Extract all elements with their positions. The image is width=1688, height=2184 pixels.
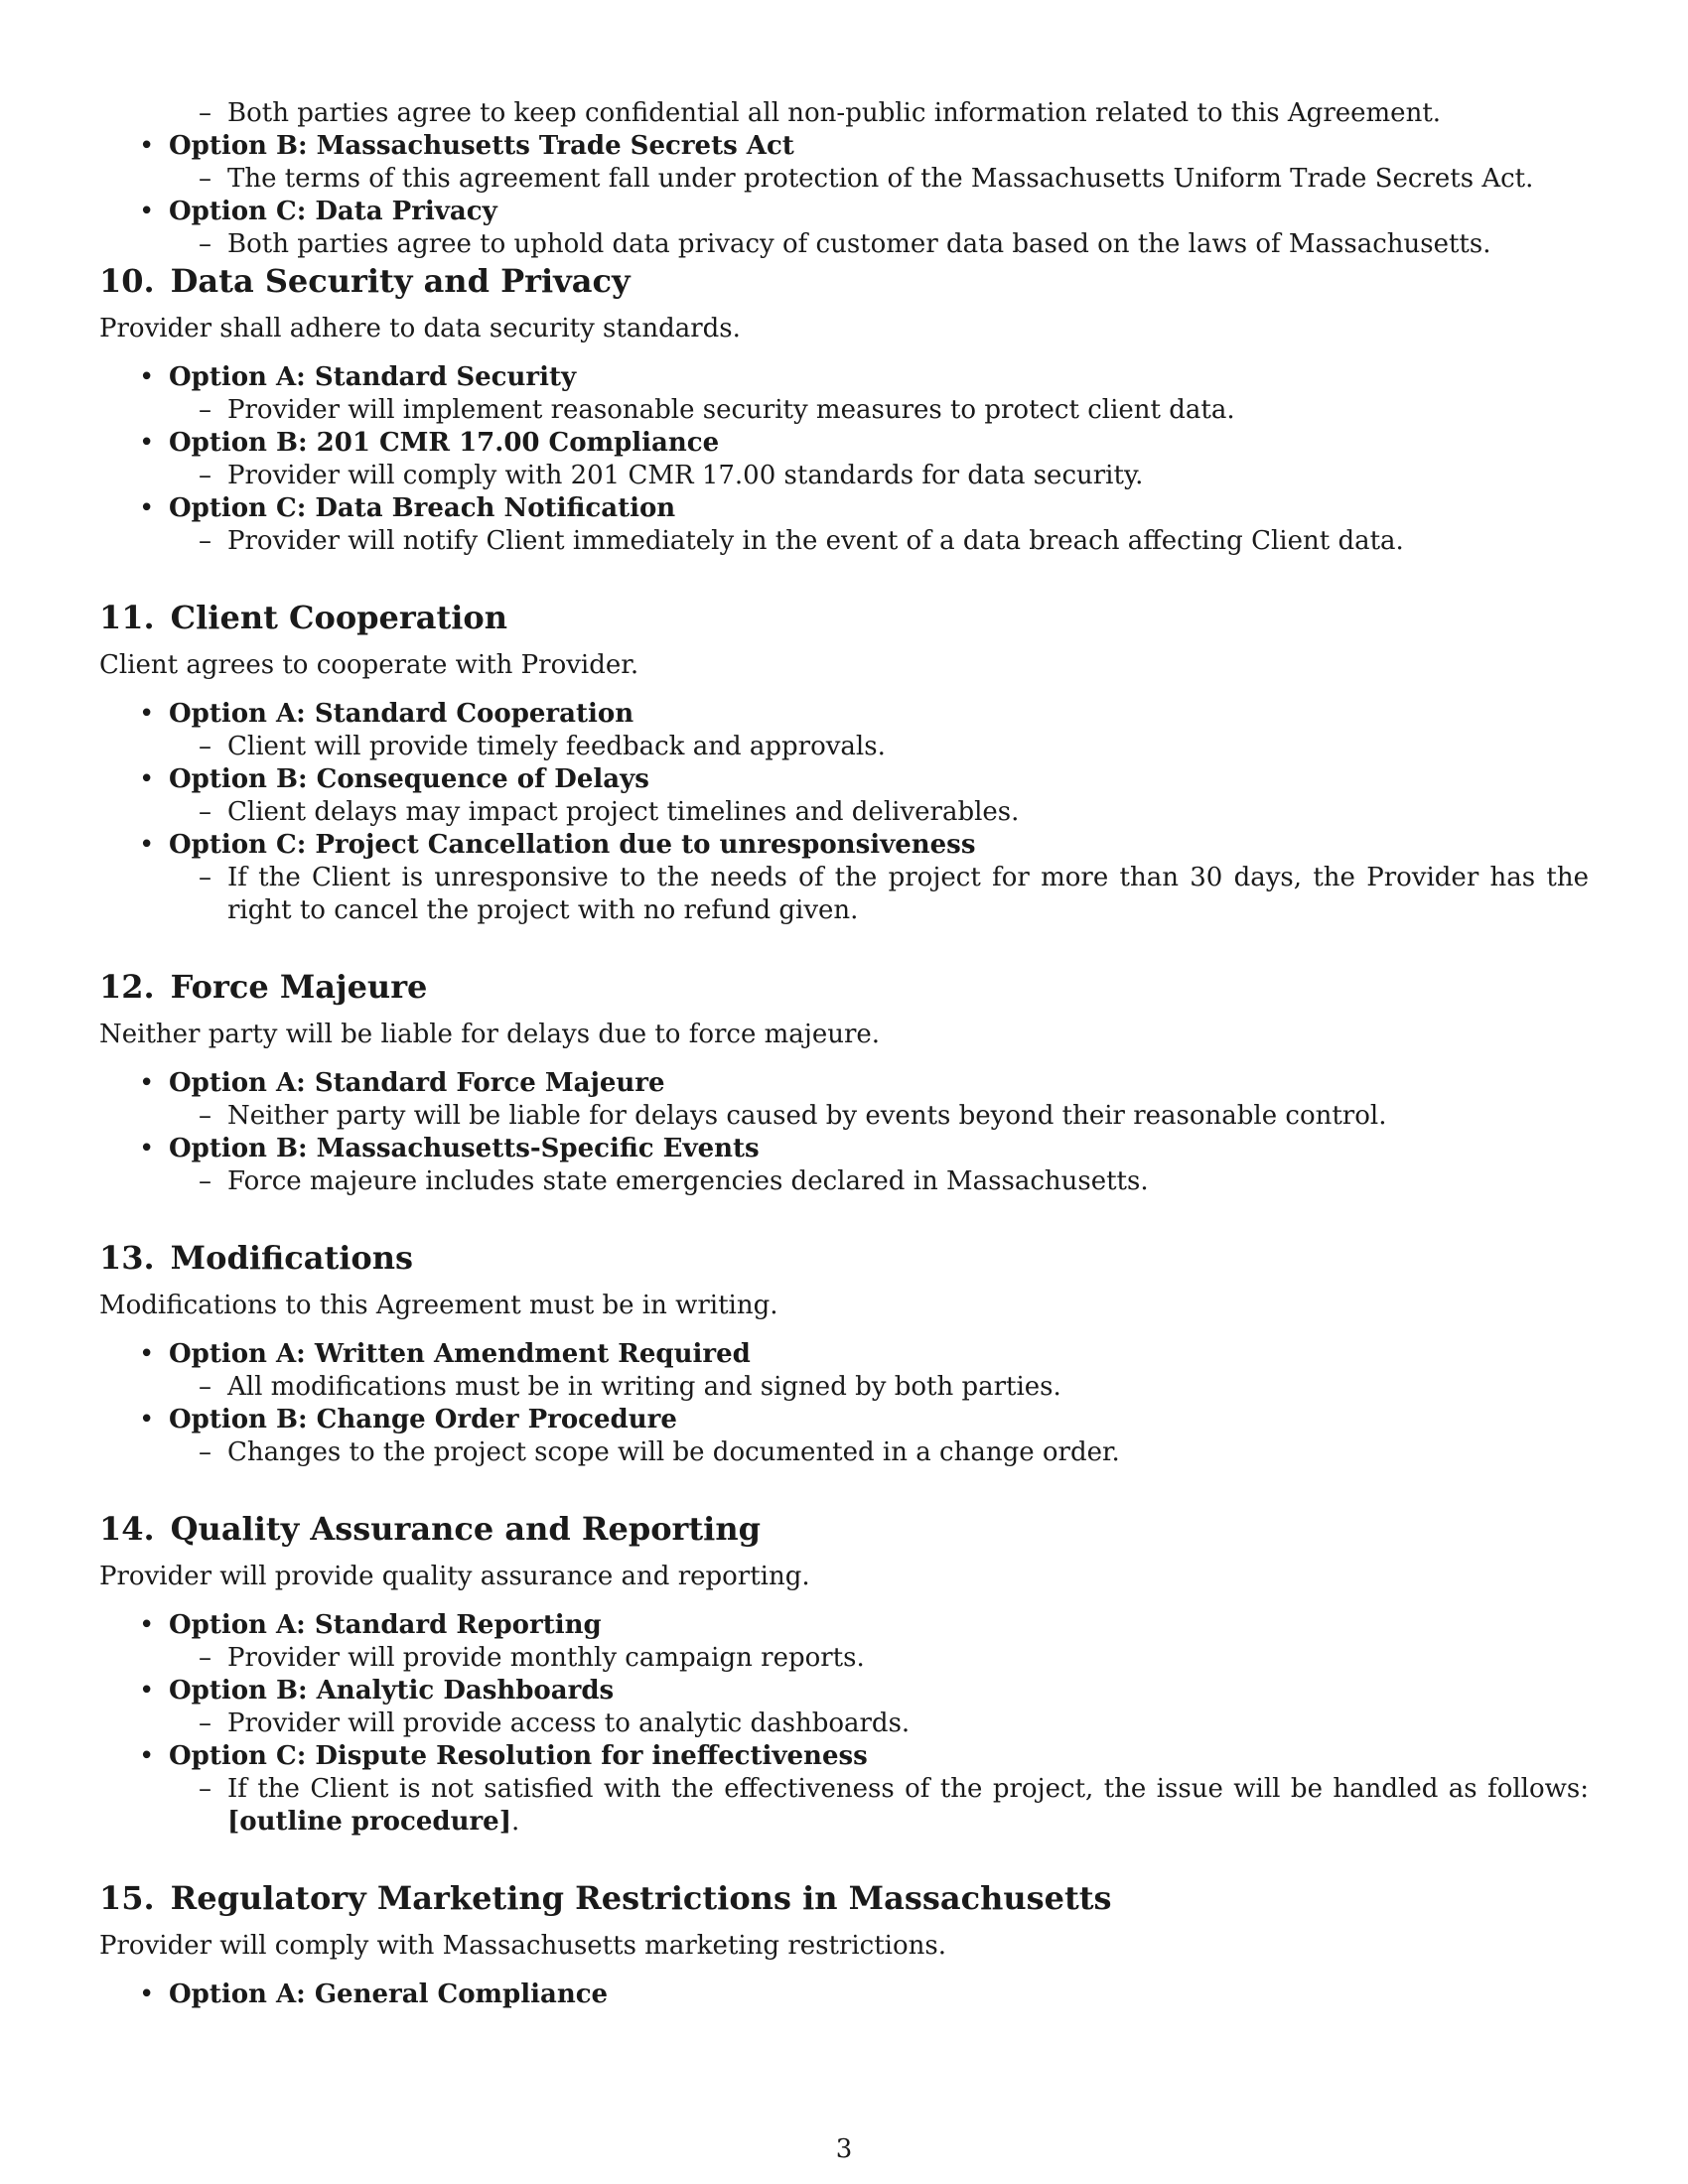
option-item (99, 1067, 1589, 1133)
option-list (99, 1067, 1589, 1198)
section-number: 14. (99, 1510, 155, 1548)
section-title: Client Cooperation (170, 599, 508, 636)
detail-text: If the Client is unresponsive to the needs of the project for more than 30 days, the Provider has the right to cancel the project with no refund given. (227, 863, 1589, 925)
dash-marker: – (199, 797, 211, 827)
option-detail-text (227, 1707, 1589, 1740)
lead-detail-item (99, 97, 1589, 130)
option-detail (169, 1642, 1589, 1675)
option-detail-text (227, 97, 1589, 130)
option-detail (169, 394, 1589, 427)
dash-marker: – (199, 863, 211, 892)
option-detail-text (227, 228, 1589, 261)
dash-marker: – (199, 1166, 211, 1196)
option-title: Option C: Data Breach Notification (169, 493, 676, 523)
option-detail (169, 1371, 1589, 1404)
bullet-icon: • (139, 1068, 155, 1098)
detail-text: Provider will provide access to analytic dashboards. (227, 1708, 911, 1738)
section-number: 13. (99, 1239, 155, 1277)
option-detail (169, 97, 1589, 130)
detail-text: Provider will implement reasonable security measures to protect client data. (227, 395, 1235, 425)
option-detail-text (227, 163, 1589, 196)
dash-marker: – (199, 1708, 211, 1738)
option-title: Option A: Standard Cooperation (169, 699, 634, 729)
continued-options (99, 97, 1589, 261)
option-item (99, 196, 1589, 228)
section-number: 12. (99, 968, 155, 1006)
option-detail-text (227, 394, 1589, 427)
section (99, 261, 1589, 558)
bullet-icon: • (139, 1676, 155, 1706)
section-heading (99, 261, 1589, 301)
option-detail-text (227, 796, 1589, 829)
dash-marker: – (199, 1643, 211, 1673)
bullet-icon: • (139, 131, 155, 161)
dash-marker: – (199, 229, 211, 259)
detail-text: All modifications must be in writing and signed by both parties. (227, 1372, 1061, 1402)
dash-marker: – (199, 461, 211, 490)
detail-text: If the Client is not satisfied with the effectiveness of the project, the issue will be handled as follows: (227, 1774, 1589, 1804)
dash-marker: – (199, 98, 211, 128)
detail-text: Provider will provide monthly campaign reports. (227, 1643, 865, 1673)
option-detail-text (227, 525, 1589, 558)
bullet-icon: • (139, 362, 155, 392)
option-detail (169, 862, 1589, 927)
option-detail (169, 1436, 1589, 1469)
detail-text: Both parties agree to keep confidential all non-public information related to this Agreement. (227, 98, 1442, 128)
dash-marker: – (199, 1437, 211, 1467)
option-detail-text (227, 1100, 1589, 1133)
bullet-icon: • (139, 1610, 155, 1640)
bullet-icon: • (139, 699, 155, 729)
option-detail-text (227, 1773, 1589, 1839)
section-heading (99, 967, 1589, 1007)
section (99, 598, 1589, 927)
option-item (99, 829, 1589, 927)
option-detail (169, 731, 1589, 763)
option-item (99, 1133, 1589, 1198)
option-item (99, 1609, 1589, 1675)
section-number: 10. (99, 262, 155, 300)
section (99, 967, 1589, 1198)
option-title: Option B: Analytic Dashboards (169, 1676, 615, 1706)
option-detail (169, 228, 1589, 261)
page-number: 3 (835, 2134, 853, 2164)
option-detail-text (227, 731, 1589, 763)
document-body (99, 97, 1589, 2011)
option-detail (169, 1707, 1589, 1740)
section (99, 1238, 1589, 1469)
section-intro: Provider will provide quality assurance and reporting. (99, 1562, 810, 1591)
section-number: 11. (99, 599, 155, 636)
option-item (99, 361, 1589, 427)
option-title: Option B: Change Order Procedure (169, 1405, 677, 1434)
detail-text: Both parties agree to uphold data privacy of customer data based on the laws of Massachusetts. (227, 229, 1491, 259)
lead-detail-item (99, 163, 1589, 196)
bullet-icon: • (139, 1741, 155, 1771)
detail-text: Changes to the project scope will be documented in a change order. (227, 1437, 1120, 1467)
option-title: Option B: Consequence of Delays (169, 764, 649, 794)
option-item (99, 427, 1589, 492)
option-item (99, 698, 1589, 763)
dash-marker: – (199, 526, 211, 556)
section-intro: Modifications to this Agreement must be in writing. (99, 1291, 778, 1320)
option-detail (169, 163, 1589, 196)
option-detail-text (227, 862, 1589, 927)
option-list (99, 1979, 1589, 2011)
option-item (99, 763, 1589, 829)
option-detail-text (227, 1642, 1589, 1675)
section-intro: Provider shall adhere to data security standards. (99, 314, 741, 343)
dash-marker: – (199, 732, 211, 761)
section-title: Data Security and Privacy (170, 262, 631, 300)
section-intro: Provider will comply with Massachusetts marketing restrictions. (99, 1931, 946, 1961)
option-list (99, 698, 1589, 927)
bullet-icon: • (139, 1979, 155, 2009)
option-title: Option A: General Compliance (169, 1979, 609, 2009)
detail-text: Provider will notify Client immediately in the event of a data breach affecting Client data. (227, 526, 1404, 556)
option-title: Option A: Standard Reporting (169, 1610, 602, 1640)
option-title: Option A: Standard Force Majeure (169, 1068, 665, 1098)
section-title: Regulatory Marketing Restrictions in Massachusetts (170, 1879, 1112, 1917)
option-item (99, 492, 1589, 558)
detail-text: The terms of this agreement fall under protection of the Massachusetts Uniform Trade Secrets Act. (227, 164, 1534, 194)
option-item (99, 1338, 1589, 1404)
detail-text: Neither party will be liable for delays caused by events beyond their reasonable control. (227, 1101, 1387, 1131)
dash-marker: – (199, 395, 211, 425)
option-detail (169, 525, 1589, 558)
dash-marker: – (199, 1774, 211, 1804)
option-detail-text (227, 1371, 1589, 1404)
option-title: Option C: Data Privacy (169, 197, 497, 226)
option-list (99, 1609, 1589, 1839)
option-title: Option A: Written Amendment Required (169, 1339, 751, 1369)
option-title: Option A: Standard Security (169, 362, 577, 392)
section (99, 1509, 1589, 1839)
detail-text: Client will provide timely feedback and approvals. (227, 732, 886, 761)
section-heading (99, 1238, 1589, 1278)
bullet-icon: • (139, 1134, 155, 1163)
bullet-icon: • (139, 197, 155, 226)
option-item (99, 130, 1589, 163)
section-title: Modifications (170, 1239, 414, 1277)
detail-text: Client delays may impact project timelines and deliverables. (227, 797, 1020, 827)
section-heading (99, 1878, 1589, 1918)
section-heading (99, 1509, 1589, 1549)
dash-marker: – (199, 1101, 211, 1131)
lead-detail-item (99, 228, 1589, 261)
placeholder-text: [outline procedure] (227, 1807, 512, 1837)
option-list (99, 1338, 1589, 1469)
option-detail (169, 1165, 1589, 1198)
section-title: Force Majeure (170, 968, 428, 1006)
option-detail (169, 796, 1589, 829)
option-item (99, 1740, 1589, 1839)
dash-marker: – (199, 1372, 211, 1402)
section-intro: Neither party will be liable for delays due to force majeure. (99, 1020, 881, 1049)
section-number: 15. (99, 1879, 155, 1917)
section-intro: Client agrees to cooperate with Provider. (99, 650, 639, 680)
bullet-icon: • (139, 493, 155, 523)
section (99, 1878, 1589, 2011)
option-detail (169, 1100, 1589, 1133)
bullet-icon: • (139, 830, 155, 860)
bullet-icon: • (139, 1405, 155, 1434)
option-title: Option B: Massachusetts Trade Secrets Act (169, 131, 794, 161)
option-title: Option C: Dispute Resolution for ineffectiveness (169, 1741, 868, 1771)
option-title: Option B: 201 CMR 17.00 Compliance (169, 428, 720, 458)
option-list (99, 361, 1589, 558)
bullet-icon: • (139, 764, 155, 794)
option-item (99, 1979, 1589, 2011)
option-detail-text (227, 1436, 1589, 1469)
dash-marker: – (199, 164, 211, 194)
option-item (99, 1675, 1589, 1740)
option-detail (169, 1773, 1589, 1839)
option-title: Option C: Project Cancellation due to unresponsiveness (169, 830, 976, 860)
bullet-icon: • (139, 1339, 155, 1369)
section-heading (99, 598, 1589, 637)
detail-text: Provider will comply with 201 CMR 17.00 standards for data security. (227, 461, 1144, 490)
option-detail-text (227, 460, 1589, 492)
sections (99, 261, 1589, 2011)
option-title: Option B: Massachusetts-Specific Events (169, 1134, 760, 1163)
detail-tail: . (511, 1807, 520, 1837)
option-detail (169, 460, 1589, 492)
option-item (99, 1404, 1589, 1469)
bullet-icon: • (139, 428, 155, 458)
detail-text: Force majeure includes state emergencies declared in Massachusetts. (227, 1166, 1149, 1196)
lead-list (99, 97, 1589, 261)
option-detail-text (227, 1165, 1589, 1198)
section-title: Quality Assurance and Reporting (170, 1510, 761, 1548)
